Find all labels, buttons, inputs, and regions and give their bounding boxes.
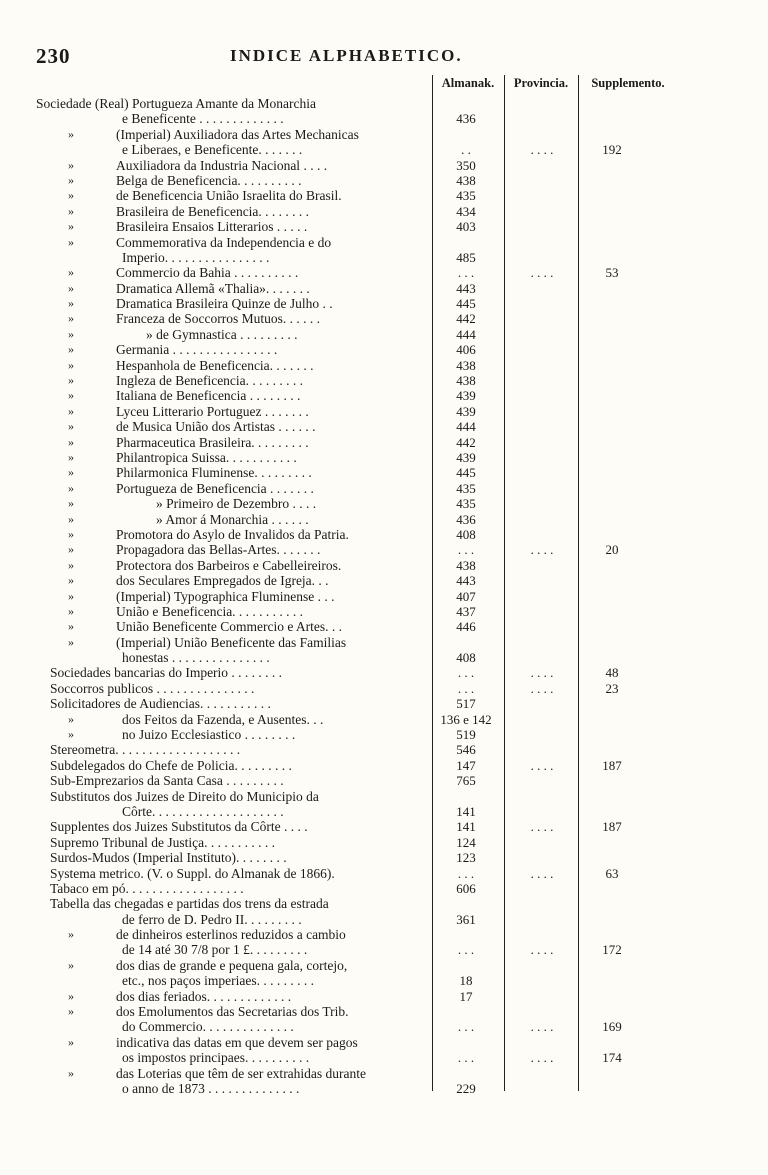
supplemento-ref: 20 (605, 542, 619, 558)
entry-text: (Imperial) Auxiliadora das Artes Mechanicas (116, 126, 359, 142)
index-row (36, 681, 736, 696)
entry-text: dos dias feriados. . . . . . . . . . . . . (116, 988, 292, 1004)
almanak-ref: 444 (456, 326, 476, 342)
index-row (36, 111, 736, 126)
index-row (36, 712, 736, 727)
supplemento-ref: 53 (605, 265, 619, 281)
almanak-ref: . . . (457, 942, 475, 958)
entry-text: os impostos principaes. . . . . . . . . . (122, 1050, 310, 1066)
ditto-mark: » (68, 588, 74, 603)
almanak-ref: 435 (456, 496, 476, 512)
entry-text: Soccorros publicos . . . . . . . . . . . . . . . (50, 680, 255, 696)
entry-text: Auxiliadora da Industria Nacional . . . . (116, 157, 328, 173)
almanak-ref: 406 (456, 342, 476, 358)
almanak-ref: . . . (457, 542, 475, 558)
provincia-ref: . . . . (530, 865, 554, 881)
ditto-mark: » (68, 634, 74, 649)
ditto-mark: » (68, 296, 74, 311)
ditto-mark: » (68, 526, 74, 541)
index-row (36, 989, 736, 1004)
entry-text: Belga de Beneficencia. . . . . . . . . . (116, 172, 302, 188)
ditto-mark: » (68, 342, 74, 357)
entry-text: Hespanhola de Beneficencia. . . . . . . (116, 357, 314, 373)
ditto-mark: » (68, 727, 74, 742)
index-row (36, 835, 736, 850)
almanak-ref: 517 (456, 696, 476, 712)
index-entries (36, 96, 736, 1096)
entry-text: Ingleza de Beneficencia. . . . . . . . . (116, 373, 304, 389)
index-row (36, 635, 736, 650)
provincia-ref: . . . . (530, 680, 554, 696)
index-row (36, 1050, 736, 1065)
almanak-ref: 439 (456, 388, 476, 404)
ditto-mark: » (68, 188, 74, 203)
almanak-ref: 765 (456, 773, 476, 789)
entry-text: Philantropica Suissa. . . . . . . . . . . (116, 449, 297, 465)
index-row (36, 912, 736, 927)
entry-text: de ferro de D. Pedro II. . . . . . . . . (122, 911, 302, 927)
almanak-ref: 141 (456, 803, 476, 819)
almanak-ref: 438 (456, 357, 476, 373)
ditto-mark: » (68, 434, 74, 449)
almanak-ref: 439 (456, 449, 476, 465)
index-row (36, 866, 736, 881)
index-row (36, 650, 736, 665)
entry-text: Propagadora das Bellas-Artes. . . . . . . (116, 542, 321, 558)
entry-text: dos Feitos da Fazenda, e Ausentes. . . (122, 711, 324, 727)
column-header-supplemento: Supplemento. (591, 76, 665, 90)
ditto-mark: » (68, 388, 74, 403)
supplemento-ref: 187 (602, 757, 622, 773)
ditto-mark: » (68, 957, 74, 972)
almanak-ref: 438 (456, 557, 476, 573)
index-row (36, 973, 736, 988)
entry-text: (Imperial) Typographica Fluminense . . . (116, 588, 335, 604)
index-row (36, 1035, 736, 1050)
entry-text: e Liberaes, e Beneficente. . . . . . . (122, 142, 303, 158)
index-row (36, 604, 736, 619)
ditto-mark: » (68, 465, 74, 480)
almanak-ref: 361 (456, 911, 476, 927)
entry-text: honestas . . . . . . . . . . . . . . . (122, 650, 270, 666)
provincia-ref: . . . . (530, 665, 554, 681)
index-row (36, 773, 736, 788)
provincia-ref: . . . . (530, 265, 554, 281)
ditto-mark: » (68, 326, 74, 341)
ditto-mark: » (68, 403, 74, 418)
entry-text: Commemorativa da Independencia e do (116, 234, 332, 250)
entry-text: dos dias de grande e pequena gala, cortejo, (116, 957, 348, 973)
index-row (36, 573, 736, 588)
supplemento-ref: 169 (602, 1019, 622, 1035)
index-row (36, 419, 736, 434)
ditto-mark: » (68, 311, 74, 326)
index-row (36, 942, 736, 957)
entry-text: » de Gymnastica . . . . . . . . . (146, 326, 298, 342)
index-row (36, 558, 736, 573)
index-row (36, 358, 736, 373)
almanak-ref: 18 (459, 973, 473, 989)
almanak-ref: 350 (456, 157, 476, 173)
supplemento-ref: 192 (602, 142, 622, 158)
column-header-provincia: Provincia. (513, 76, 569, 90)
almanak-ref: 443 (456, 280, 476, 296)
ditto-mark: » (68, 126, 74, 141)
provincia-ref: . . . . (530, 942, 554, 958)
index-row (36, 265, 736, 280)
entry-text: » Primeiro de Dezembro . . . . (156, 496, 317, 512)
almanak-ref: 443 (456, 573, 476, 589)
ditto-mark: » (68, 1034, 74, 1049)
entry-text: União Beneficente Commercio e Artes. . . (116, 619, 343, 635)
almanak-ref: 444 (456, 419, 476, 435)
almanak-ref: 124 (456, 834, 476, 850)
almanak-ref: 434 (456, 203, 476, 219)
index-row (36, 665, 736, 680)
almanak-ref: 17 (459, 988, 473, 1004)
provincia-ref: . . . . (530, 757, 554, 773)
index-row (36, 619, 736, 634)
index-row (36, 927, 736, 942)
index-row (36, 173, 736, 188)
almanak-ref: . . (461, 142, 471, 158)
supplemento-ref: 63 (605, 865, 619, 881)
almanak-ref: . . . (457, 665, 475, 681)
entry-text: Dramatica Brasileira Quinze de Julho . . (116, 296, 333, 312)
index-row (36, 896, 736, 911)
index-row (36, 388, 736, 403)
entry-text: dos Emolumentos das Secretarias dos Trib. (116, 1004, 349, 1020)
ditto-mark: » (68, 480, 74, 495)
entry-text: Philarmonica Fluminense. . . . . . . . . (116, 465, 312, 481)
almanak-ref: . . . (457, 1019, 475, 1035)
entry-text: Lyceu Litterario Portuguez . . . . . . . (116, 403, 309, 419)
almanak-ref: 442 (456, 434, 476, 450)
entry-text: de Beneficencia União Israelita do Brasil. (116, 188, 342, 204)
ditto-mark: » (68, 1065, 74, 1080)
index-row (36, 435, 736, 450)
index-row (36, 881, 736, 896)
index-row (36, 804, 736, 819)
supplemento-ref: 172 (602, 942, 622, 958)
provincia-ref: . . . . (530, 819, 554, 835)
entry-text: de 14 até 30 7/8 por 1 £. . . . . . . . . (122, 942, 308, 958)
index-row (36, 542, 736, 557)
entry-text: Imperio. . . . . . . . . . . . . . . . (122, 249, 270, 265)
entry-text: (Imperial) União Beneficente das Familias (116, 634, 347, 650)
index-row (36, 281, 736, 296)
almanak-ref: . . . (457, 265, 475, 281)
almanak-ref: 606 (456, 880, 476, 896)
almanak-ref: 546 (456, 742, 476, 758)
entry-text: das Loterias que têm de ser extrahidas durante (116, 1065, 367, 1081)
supplemento-ref: 48 (605, 665, 619, 681)
index-row (36, 142, 736, 157)
running-title: INDICE ALPHABETICO. (230, 46, 463, 65)
entry-text: Commercio da Bahia . . . . . . . . . . (116, 265, 299, 281)
index-row (36, 789, 736, 804)
index-row (36, 342, 736, 357)
ditto-mark: » (68, 1004, 74, 1019)
entry-text: Dramatica Allemã «Thalia». . . . . . . (116, 280, 310, 296)
entry-text: Systema metrico. (V. o Suppl. do Almanak de 1866). (50, 865, 335, 881)
index-row (36, 742, 736, 757)
supplemento-ref: 174 (602, 1050, 622, 1066)
index-row (36, 1019, 736, 1034)
almanak-ref: 136 e 142 (440, 711, 492, 727)
entry-text: Surdos-Mudos (Imperial Instituto). . . . . . . . (50, 850, 287, 866)
ditto-mark: » (68, 280, 74, 295)
index-row (36, 758, 736, 773)
almanak-ref: 147 (456, 757, 476, 773)
supplemento-ref: 187 (602, 819, 622, 835)
entry-text: do Commercio. . . . . . . . . . . . . . (122, 1019, 294, 1035)
ditto-mark: » (68, 711, 74, 726)
entry-text: União e Beneficencia. . . . . . . . . . . (116, 603, 304, 619)
ditto-mark: » (68, 419, 74, 434)
index-row (36, 465, 736, 480)
almanak-ref: . . . (457, 865, 475, 881)
index-row (36, 188, 736, 203)
almanak-ref: 436 (456, 511, 476, 527)
almanak-ref: 519 (456, 727, 476, 743)
index-row (36, 219, 736, 234)
index-row (36, 204, 736, 219)
entry-text: Supplentes dos Juizes Substitutos da Côrte . . . . (50, 819, 308, 835)
index-row (36, 727, 736, 742)
index-row (36, 1081, 736, 1096)
index-row (36, 496, 736, 511)
index-row (36, 527, 736, 542)
provincia-ref: . . . . (530, 1050, 554, 1066)
entry-text: Brasileira de Beneficencia. . . . . . . . (116, 203, 310, 219)
entry-text: » Amor á Monarchia . . . . . . (156, 511, 309, 527)
ditto-mark: » (68, 373, 74, 388)
ditto-mark: » (68, 511, 74, 526)
entry-text: indicativa das datas em que devem ser pagos (116, 1034, 358, 1050)
entry-text: Côrte. . . . . . . . . . . . . . . . . . . . (122, 803, 284, 819)
provincia-ref: . . . . (530, 542, 554, 558)
almanak-ref: 439 (456, 403, 476, 419)
entry-text: Franceza de Soccorros Mutuos. . . . . . (116, 311, 320, 327)
almanak-ref: . . . (457, 680, 475, 696)
almanak-ref: 435 (456, 188, 476, 204)
entry-text: Sociedade (Real) Portugueza Amante da Monarchia (36, 96, 317, 111)
ditto-mark: » (68, 203, 74, 218)
entry-text: Tabaco em pó. . . . . . . . . . . . . . . . . . (50, 880, 244, 896)
index-row (36, 819, 736, 834)
ditto-mark: » (68, 542, 74, 557)
almanak-ref: 442 (456, 311, 476, 327)
almanak-ref: 445 (456, 465, 476, 481)
supplemento-ref: 23 (605, 680, 619, 696)
index-row (36, 250, 736, 265)
entry-text: Brasileira Ensaios Litterarios . . . . . (116, 219, 308, 235)
entry-text: dos Seculares Empregados de Igreja. . . (116, 573, 329, 589)
index-row (36, 450, 736, 465)
almanak-ref: 407 (456, 588, 476, 604)
entry-text: de dinheiros esterlinos reduzidos a cambio (116, 927, 346, 943)
almanak-ref: 446 (456, 619, 476, 635)
entry-text: Sociedades bancarias do Imperio . . . . . . . . (50, 665, 283, 681)
ditto-mark: » (68, 988, 74, 1003)
index-row (36, 404, 736, 419)
almanak-ref: 141 (456, 819, 476, 835)
almanak-ref: 435 (456, 480, 476, 496)
almanak-ref: 445 (456, 296, 476, 312)
ditto-mark: » (68, 157, 74, 172)
index-row (36, 311, 736, 326)
index-row (36, 327, 736, 342)
almanak-ref: 229 (456, 1081, 476, 1096)
almanak-ref: 408 (456, 650, 476, 666)
page-number: 230 (36, 44, 71, 68)
almanak-ref: 123 (456, 850, 476, 866)
almanak-ref: 438 (456, 172, 476, 188)
entry-text: Supremo Tribunal de Justiça. . . . . . . . . . . (50, 834, 275, 850)
entry-text: e Beneficente . . . . . . . . . . . . . (122, 111, 284, 127)
index-row (36, 373, 736, 388)
almanak-ref: 485 (456, 249, 476, 265)
entry-text: Sub-Emprezarios da Santa Casa . . . . . . . . . (50, 773, 284, 789)
almanak-ref: 408 (456, 526, 476, 542)
almanak-ref: 403 (456, 219, 476, 235)
ditto-mark: » (68, 219, 74, 234)
index-row (36, 958, 736, 973)
index-row (36, 127, 736, 142)
entry-text: Germania . . . . . . . . . . . . . . . . (116, 342, 278, 358)
index-row (36, 589, 736, 604)
index-row (36, 96, 736, 111)
entry-text: etc., nos paços imperiaes. . . . . . . . . (122, 973, 314, 989)
almanak-ref: 437 (456, 603, 476, 619)
entry-text: Promotora do Asylo de Invalidos da Patria. (116, 526, 349, 542)
entry-text: Subdelegados do Chefe de Policia. . . . . . . . . (50, 757, 292, 773)
ditto-mark: » (68, 265, 74, 280)
entry-text: Stereometra. . . . . . . . . . . . . . . . . . . (50, 742, 241, 758)
entry-text: de Musica União dos Artistas . . . . . . (116, 419, 316, 435)
index-row (36, 158, 736, 173)
ditto-mark: » (68, 357, 74, 372)
index-row (36, 696, 736, 711)
index-row (36, 1066, 736, 1081)
ditto-mark: » (68, 449, 74, 464)
entry-text: Tabella das chegadas e partidas dos trens da estrada (50, 896, 329, 912)
index-row (36, 1004, 736, 1019)
entry-text: Substitutos dos Juizes de Direito do Municipio da (50, 788, 319, 804)
entry-text: no Juizo Ecclesiastico . . . . . . . . (122, 727, 296, 743)
entry-text: Protectora dos Barbeiros e Cabelleireiros. (116, 557, 342, 573)
ditto-mark: » (68, 557, 74, 572)
index-row (36, 235, 736, 250)
almanak-ref: 438 (456, 373, 476, 389)
ditto-mark: » (68, 573, 74, 588)
entry-text: Pharmaceutica Brasileira. . . . . . . . . (116, 434, 309, 450)
provincia-ref: . . . . (530, 1019, 554, 1035)
index-row (36, 481, 736, 496)
ditto-mark: » (68, 496, 74, 511)
entry-text: Solicitadores de Audiencias. . . . . . . . . . . (50, 696, 271, 712)
column-header-almanak: Almanak. (441, 76, 495, 90)
ditto-mark: » (68, 927, 74, 942)
index-row (36, 512, 736, 527)
almanak-ref: 436 (456, 111, 476, 127)
ditto-mark: » (68, 603, 74, 618)
entry-text: Italiana de Beneficencia . . . . . . . . (116, 388, 301, 404)
ditto-mark: » (68, 172, 74, 187)
almanak-ref: . . . (457, 1050, 475, 1066)
entry-text: o anno de 1873 . . . . . . . . . . . . . . (122, 1081, 300, 1096)
ditto-mark: » (68, 619, 74, 634)
index-row (36, 296, 736, 311)
index-row (36, 850, 736, 865)
entry-text: Portugueza de Beneficencia . . . . . . . (116, 480, 314, 496)
ditto-mark: » (68, 234, 74, 249)
provincia-ref: . . . . (530, 142, 554, 158)
